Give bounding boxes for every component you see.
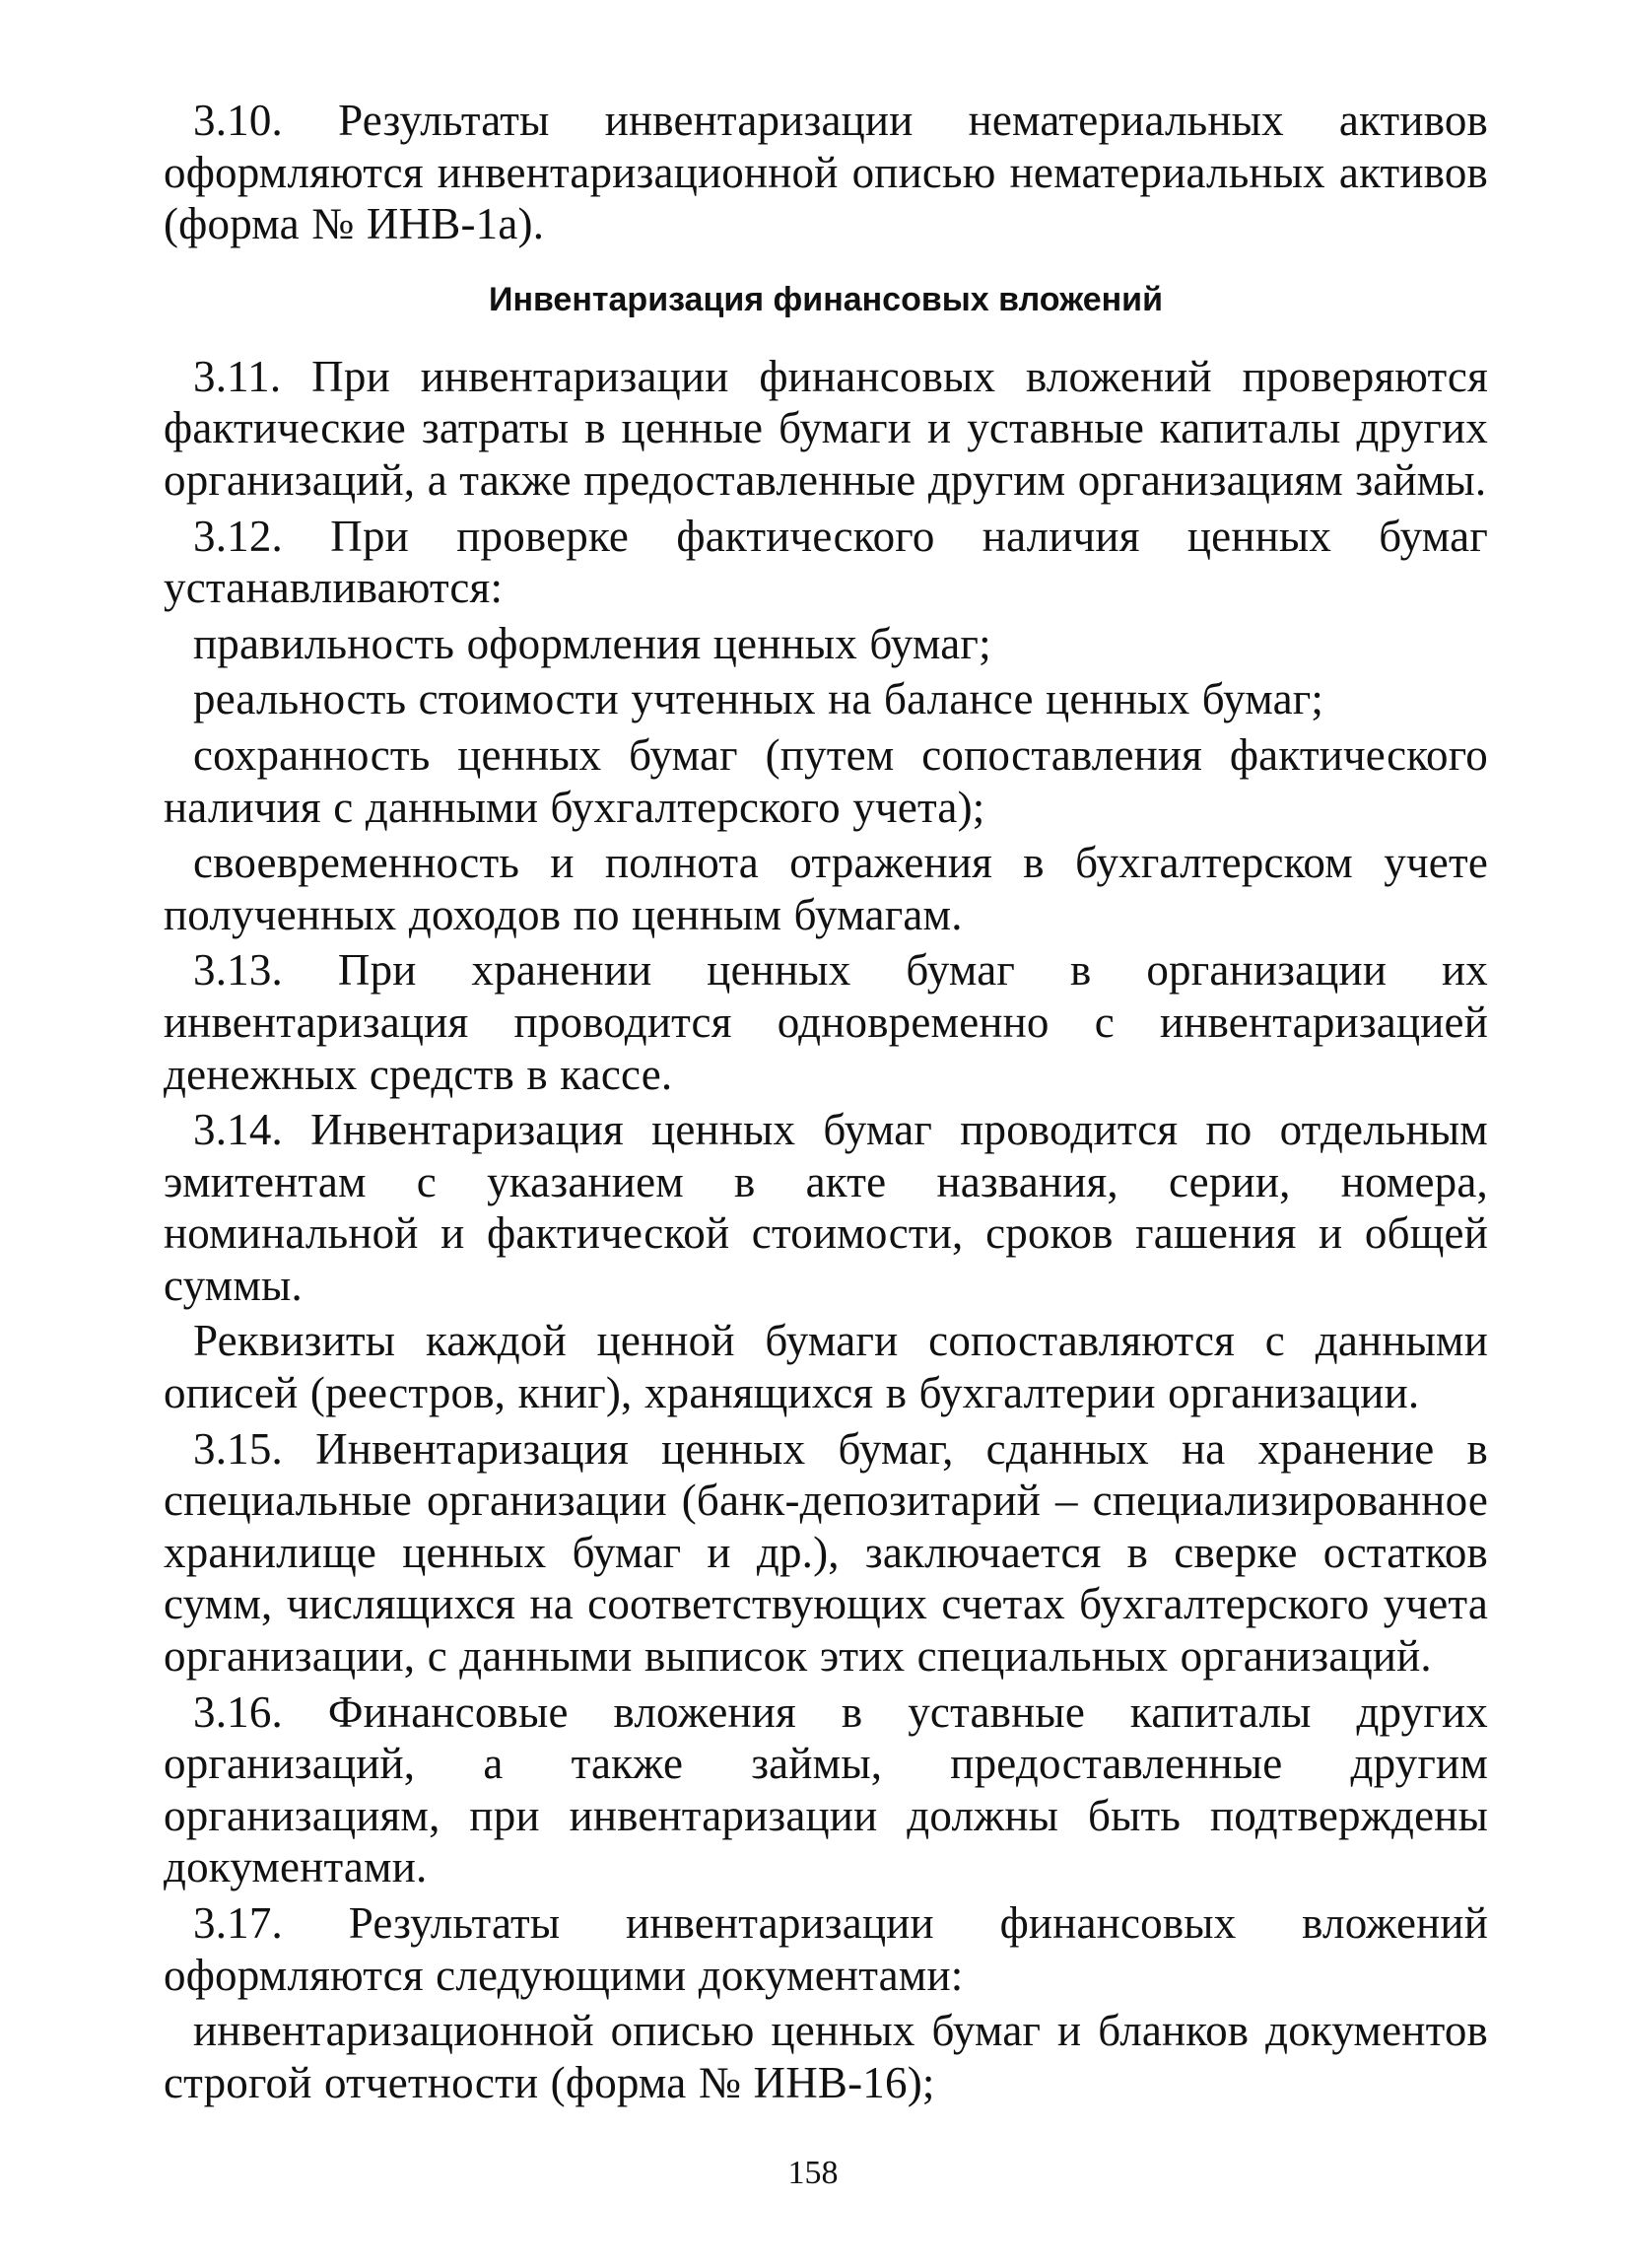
paragraph-3-14: 3.14. Инвентаризация ценных бумаг проводится по отдельным эмитентам с указанием в акте названия, серии, номера, номинальной и фактической стоимости, сроков гашения и общей суммы. bbox=[164, 1105, 1488, 1310]
paragraph-3-16: 3.16. Финансовые вложения в уставные капиталы других организаций, а также займы, предоставленные другим организациям, при инвентаризации должны быть подтверждены документами. bbox=[164, 1686, 1488, 1892]
list-item-reality: реальность стоимости учтенных на балансе ценных бумаг; bbox=[193, 674, 1324, 724]
section-heading: Инвентаризация финансовых вложений bbox=[489, 280, 1163, 318]
page-number: 158 bbox=[787, 2155, 839, 2191]
paragraph-3-12: 3.12. При проверке фактического наличия ценных бумаг устанавливаются: bbox=[164, 511, 1488, 613]
list-item-formatting: правильность оформления ценных бумаг; bbox=[193, 618, 991, 668]
paragraph-requisites: Реквизиты каждой ценной бумаги сопоставляются с данными описей (реестров, книг), хранящихся в бухгалтерии организации. bbox=[164, 1316, 1488, 1418]
paragraph-3-11: 3.11. При инвентаризации финансовых вложений проверяются фактические затраты в ценные бумаги и уставные капиталы других организаций, а также предоставленные другим организациям займы. bbox=[164, 351, 1488, 505]
paragraph-3-10: 3.10. Результаты инвентаризации нематериальных активов оформляются инвентаризационной описью нематериальных активов (форма № ИНВ-1а). bbox=[164, 96, 1488, 249]
list-item-inventory-form: инвентаризационной описью ценных бумаг и бланков документов строгой отчетности (форма № ИНВ-16); bbox=[164, 2006, 1488, 2107]
list-item-safety: сохранность ценных бумаг (путем сопоставления фактического наличия с данными бухгалтерского учета); bbox=[164, 729, 1488, 832]
text-block bbox=[164, 95, 1488, 2112]
list-item-timeliness: своевременность и полнота отражения в бухгалтерском учете полученных доходов по ценным бумагам. bbox=[164, 838, 1488, 939]
paragraph-3-13: 3.13. При хранении ценных бумаг в организации их инвентаризация проводится одновременно с инвентаризацией денежных средств в кассе. bbox=[164, 945, 1488, 1099]
paragraph-3-17: 3.17. Результаты инвентаризации финансовых вложений оформляются следующими документами: bbox=[164, 1898, 1488, 2000]
paragraph-3-15: 3.15. Инвентаризация ценных бумаг, сданных на хранение в специальные организации (банк-депозитарий – специализированное хранилище ценных бумаг и др.), заключается в сверке остатков сумм, числящихся на соответствующих счетах бухгалтерского учета организации, с данными выписок этих специальных организаций. bbox=[164, 1423, 1488, 1682]
